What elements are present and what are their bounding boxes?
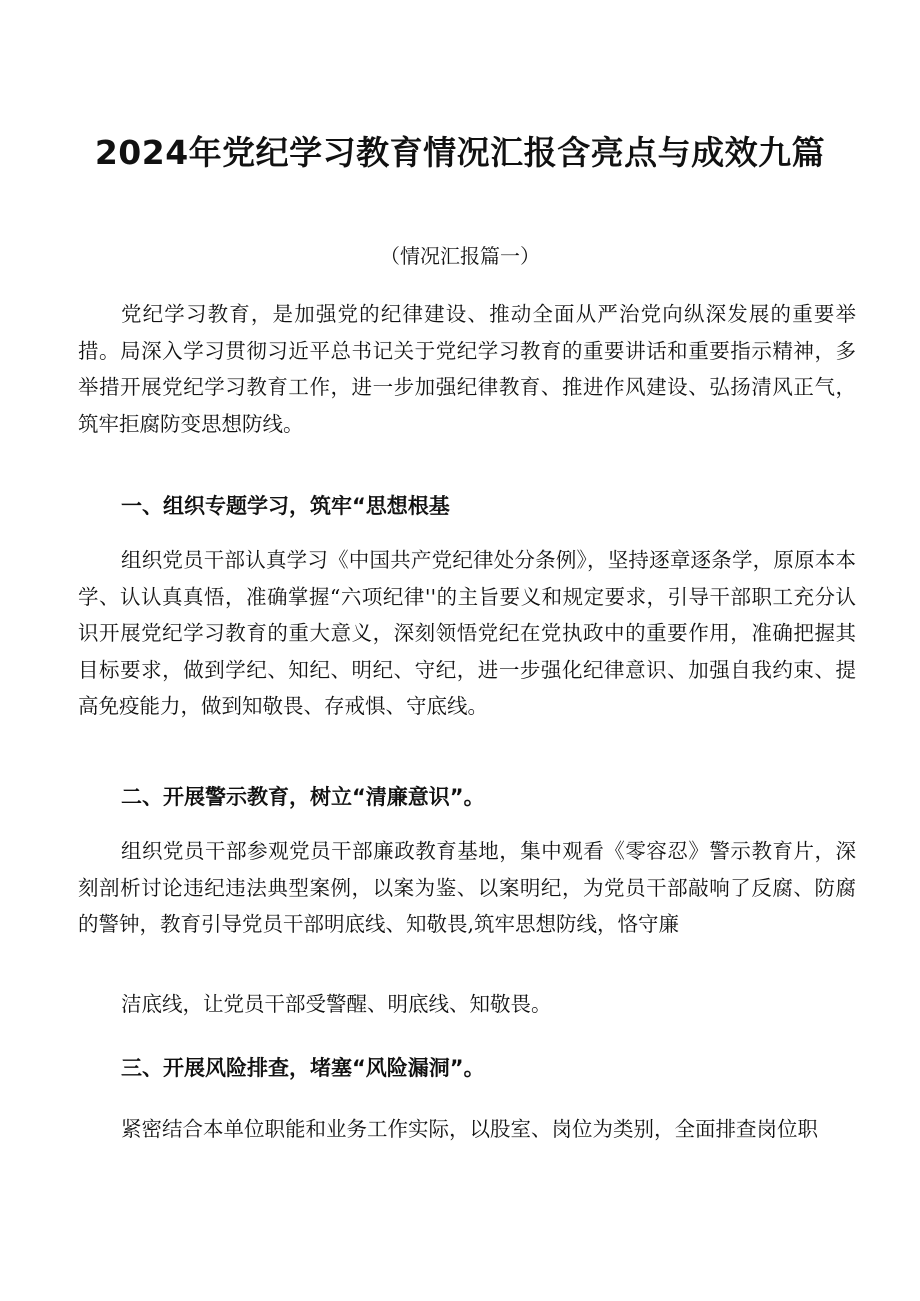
section-1-body: 组织党员干部认真学习《中国共产党纪律处分条例》，坚持逐章逐条学，原原本本学、认认真真悟，准确掌握“六项纪律''的主旨要义和规定要求，引导干部职工充分认识开展党纪学习教育的重大意义，深刻领悟党纪在党执政中的重要作用，准确把握其目标要求，做到学纪、知纪、明纪、守纪，进一步强化纪律意识、加强自我约束、提高免疫能力，做到知敬畏、存戒惧、守底线。 (78, 548, 856, 718)
intro-paragraph: 党纪学习教育，是加强党的纪律建设、推动全面从严治党向纵深发展的重要举措。局深入学习贯彻习近平总书记关于党纪学习教育的重要讲话和重要指示精神，多举措开展党纪学习教育工作，进一步加强纪律教育、推进作风建设、弘扬清风正气，筑牢拒腐防变思想防线。 (78, 302, 856, 436)
document-subtitle: （情况汇报篇一） (380, 244, 540, 268)
section-2-body-continued: 洁底线，让党员干部受警醒、明底线、知敬畏。 (121, 992, 552, 1016)
section-3-heading: 三、开展风险排查，堵塞“风险漏洞”。 (121, 1056, 485, 1080)
section-3-body: 紧密结合本单位职能和业务工作实际，以股室、岗位为类别，全面排查岗位职 (121, 1117, 818, 1141)
section-2-body: 组织党员干部参观党员干部廉政教育基地，集中观看《零容忍》警示教育片，深刻剖析讨论违纪违法典型案例，以案为鉴、以案明纪，为党员干部敲响了反腐、防腐的警钟，教育引导党员干部明底线、知敬畏,筑牢思想防线，恪守廉 (78, 839, 856, 936)
document-title: 2024年党纪学习教育情况汇报含亮点与成效九篇 (94, 133, 826, 172)
section-2-heading: 二、开展警示教育，树立“清廉意识”。 (121, 785, 485, 809)
section-1-heading: 一、组织专题学习，筑牢“思想根基 (121, 494, 450, 518)
